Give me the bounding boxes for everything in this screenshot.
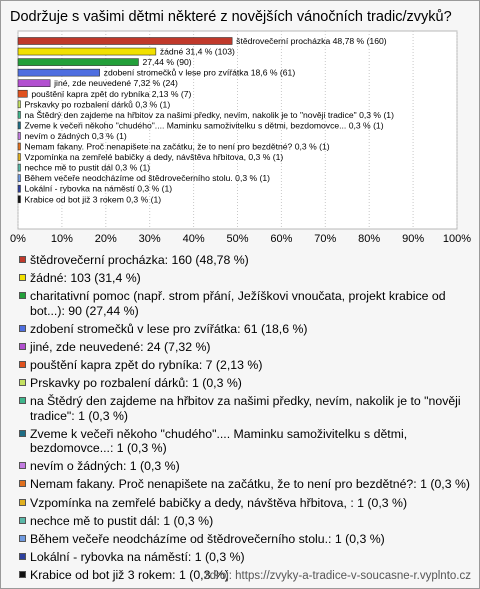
legend-item [19,358,474,373]
bar-label: 27,44 % (90) [142,57,192,68]
bar [18,80,50,87]
x-tick-label: 40% [182,233,205,245]
x-tick-label: 30% [138,233,161,245]
legend-swatch [19,361,26,368]
legend-item [19,496,474,511]
x-tick-label: 60% [270,233,293,245]
legend-swatch [19,430,26,437]
legend-label: jiné, zde neuvedené: 24 (7,32 %) [30,339,211,354]
legend-label: nechce mě to pustit dál: 1 (0,3 %) [30,513,214,528]
x-tick-label: 50% [226,233,249,245]
legend-swatch [19,274,26,281]
legend [19,253,474,586]
plot-area [1,1,480,246]
legend-label: žádné: 103 (31,4 %) [30,271,141,286]
legend-item [19,340,474,355]
legend-swatch [19,499,26,506]
bar [18,101,21,108]
legend-swatch [19,517,26,524]
bar-label: pouštění kapra zpět do rybníka 2,13 % (7) [31,88,192,99]
bar-label: Prskavky po rozbalení dárků 0,3 % (1) [24,99,171,110]
bar-label: na Štědrý den zajdeme na hřbitov za našimi předky, nevím, nakolik je to "nověji tradice" 0,3 % (1) [24,109,394,120]
legend-item [19,477,474,492]
legend-label: Zveme k večeři někoho "chudého".... Maminku samoživitelku s dětmi, bezdomovce...: 1 (0,3 %) [30,426,408,456]
x-tick-label: 20% [94,233,117,245]
legend-swatch [19,571,26,578]
bar [18,59,138,66]
legend-swatch [19,535,26,542]
legend-label: Nemam fakany. Proč nenapišete na začátku, že to není pro bezdětné?: 1 (0,3 %) [30,477,470,492]
source-note: zdroj: https://zvyky-a-tradice-v-soucasne-r.vyplnto.cz [203,570,471,582]
bar [18,132,21,139]
bar-chart [1,1,480,246]
legend-label: Prskavky po rozbalení dárků: 1 (0,3 %) [30,376,242,391]
x-tick-label: 10% [50,233,73,245]
x-tick-label: 90% [402,233,425,245]
legend-item [19,271,474,286]
bar [18,48,156,55]
legend-swatch [19,480,26,487]
x-tick-label: 0% [10,233,26,245]
bar [18,122,21,129]
legend-label: Vzpomínka na zemřelé babičky a dedy, návštěva hřbitova, : 1 (0,3 %) [30,495,408,510]
legend-swatch [19,325,26,332]
legend-label: Lokální - rybovka na náměstí: 1 (0,3 %) [30,549,245,564]
bar-label: jiné, zde neuvedené 7,32 % (24) [54,78,178,89]
x-tick-label: 100% [442,233,472,245]
legend-item [19,394,474,423]
legend-item [19,532,474,547]
bar [18,154,21,161]
legend-item [19,253,474,268]
legend-label: pouštění kapra zpět do rybníka: 7 (2,13 %) [30,357,263,372]
legend-item [19,289,474,318]
legend-swatch [19,553,26,560]
legend-swatch [19,379,26,386]
legend-item [19,459,474,474]
bar-label: Krabice od bot již 3 rokem 0,3 % (1) [24,194,162,205]
chart-title: Dodržuje s vašimi dětmi některé z novějších vánočních tradic/zvyků? [10,9,452,25]
legend-item [19,376,474,391]
bar-label: nechce mě to pustit dál 0,3 % (1) [24,162,151,173]
bar-label: Vzpomínka na zemřelé babičky a dedy, návštěva hřbitova, 0,3 % (1) [24,152,284,163]
bar [18,185,21,192]
bar [18,111,21,118]
bar-label: Lokální - rybovka na náměstí 0,3 % (1) [24,183,173,194]
bar [18,143,21,150]
legend-swatch [19,292,26,299]
legend-item [19,550,474,565]
legend-swatch [19,256,26,263]
legend-item [19,322,474,337]
bar [18,90,27,97]
legend-swatch [19,343,26,350]
bar [18,164,21,171]
bar-label: Nemam fakany. Proč nenapišete na začátku, že to není pro bezdětné? 0,3 % (1) [24,141,330,152]
legend-label: charitativní pomoc (např. strom přání, Ježíškovi vnoučata, projekt krabice od bot...): 90 (27,44 %) [30,289,446,318]
x-tick-label: 70% [314,233,337,245]
bar [18,196,21,203]
legend-label: nevím o žádných: 1 (0,3 %) [30,459,180,474]
legend-label: na Štědrý den zajdeme na hřbitov za našimi předky, nevím, nakolik je to "nověji tradice": 1 (0,3 %) [30,394,461,423]
legend-label: Krabice od bot již 3 rokem: 1 (0,3 %) [30,567,229,582]
bar-label: Zveme k večeři někoho "chudého".... Maminku samoživitelku s dětmi, bezdomovce... 0,3 % (1) [24,120,384,131]
x-tick-label: 80% [358,233,381,245]
bar-label: zdobení stromečků v lese pro zvířátka 18,6 % (61) [103,67,296,78]
legend-item [19,427,474,456]
legend-label: štědrovečerní procházka: 160 (48,78 %) [30,253,249,267]
legend-swatch [19,462,26,469]
bar-label: žádné 31,4 % (103) [159,46,235,57]
legend-swatch [19,397,26,404]
legend-label: zdobení stromečků v lese pro zvířátka: 61 (18,6 %) [30,321,308,336]
bar [18,38,232,45]
bar-label: Během večeře neodcházíme od štědrovečerního stolu. 0,3 % (1) [24,173,271,184]
legend-item [19,514,474,529]
bar-label: nevím o žádných 0,3 % (1) [24,130,127,141]
legend-label: Během večeře neodcházíme od štědrovečerního stolu.: 1 (0,3 %) [30,531,385,546]
bar [18,69,100,76]
bar-label: štědrovečerní procházka 48,78 % (160) [236,36,387,46]
bar [18,175,21,182]
